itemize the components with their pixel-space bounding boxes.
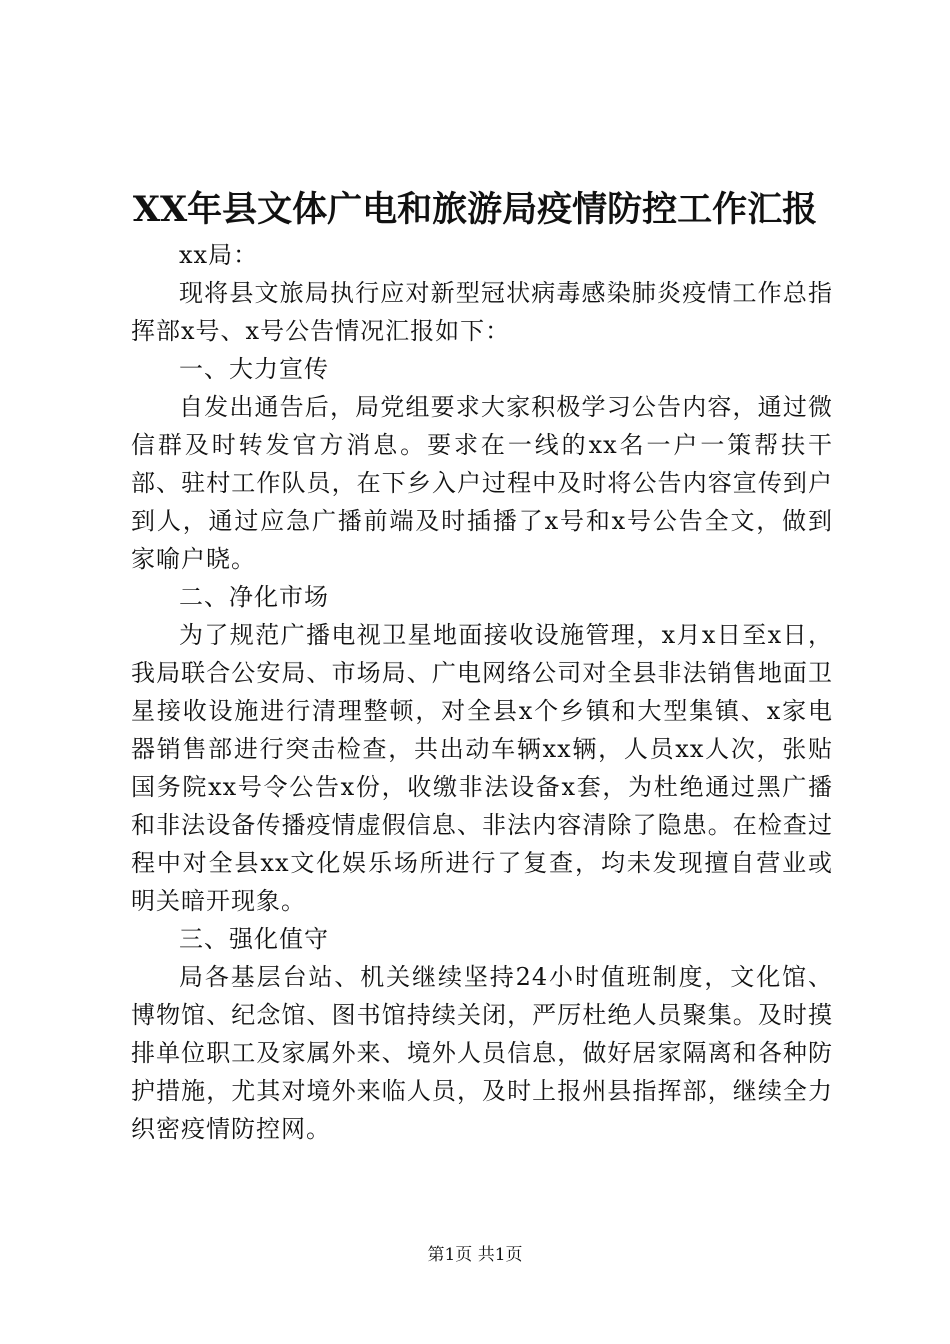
document-title: XX年县文体广电和旅游局疫情防控工作汇报 — [132, 189, 818, 230]
section-paragraph-3: 局各基层台站、机关继续坚持24小时值班制度，文化馆、博物馆、纪念馆、图书馆持续关闭，严厉杜绝人员聚集。及时摸排单位职工及家属外来、境外人员信息，做好居家隔离和各种防护措施，尤其对境外来临人员，及时上报州县指挥部，继续全力织密疫情防控网。 — [131, 963, 833, 1143]
section-paragraph-2: 为了规范广播电视卫星地面接收设施管理，x月x日至x日，我局联合公安局、市场局、广电网络公司对全县非法销售地面卫星接收设施进行清理整顿，对全县x个乡镇和大型集镇、x家电器销售部进行突击检查，共出动车辆xx辆，人员xx人次，张贴国务院xx号令公告x份，收缴非法设备x套，为杜绝通过黑广播和非法设备传播疫情虚假信息、非法内容清除了隐患。在检查过程中对全县xx文化娱乐场所进行了复查，均未发现擅自营业或明关暗开现象。 — [131, 621, 833, 915]
salutation: xx局： — [179, 241, 259, 269]
section-paragraph-1: 自发出通告后，局党组要求大家积极学习公告内容，通过微信群及时转发官方消息。要求在一线的xx名一户一策帮扶干部、驻村工作队员，在下乡入户过程中及时将公告内容宣传到户到人，通过应急广播前端及时插播了x号和x号公告全文，做到家喻户晓。 — [131, 393, 833, 573]
document-body — [131, 236, 833, 1148]
page-footer: 第1页 共1页 — [427, 1245, 523, 1265]
section-heading-2: 二、净化市场 — [179, 583, 329, 611]
section-heading-3: 三、强化值守 — [179, 925, 329, 953]
section-heading-1: 一、大力宣传 — [179, 355, 329, 383]
intro-paragraph: 现将县文旅局执行应对新型冠状病毒感染肺炎疫情工作总指挥部x号、x号公告情况汇报如下： — [131, 279, 833, 345]
